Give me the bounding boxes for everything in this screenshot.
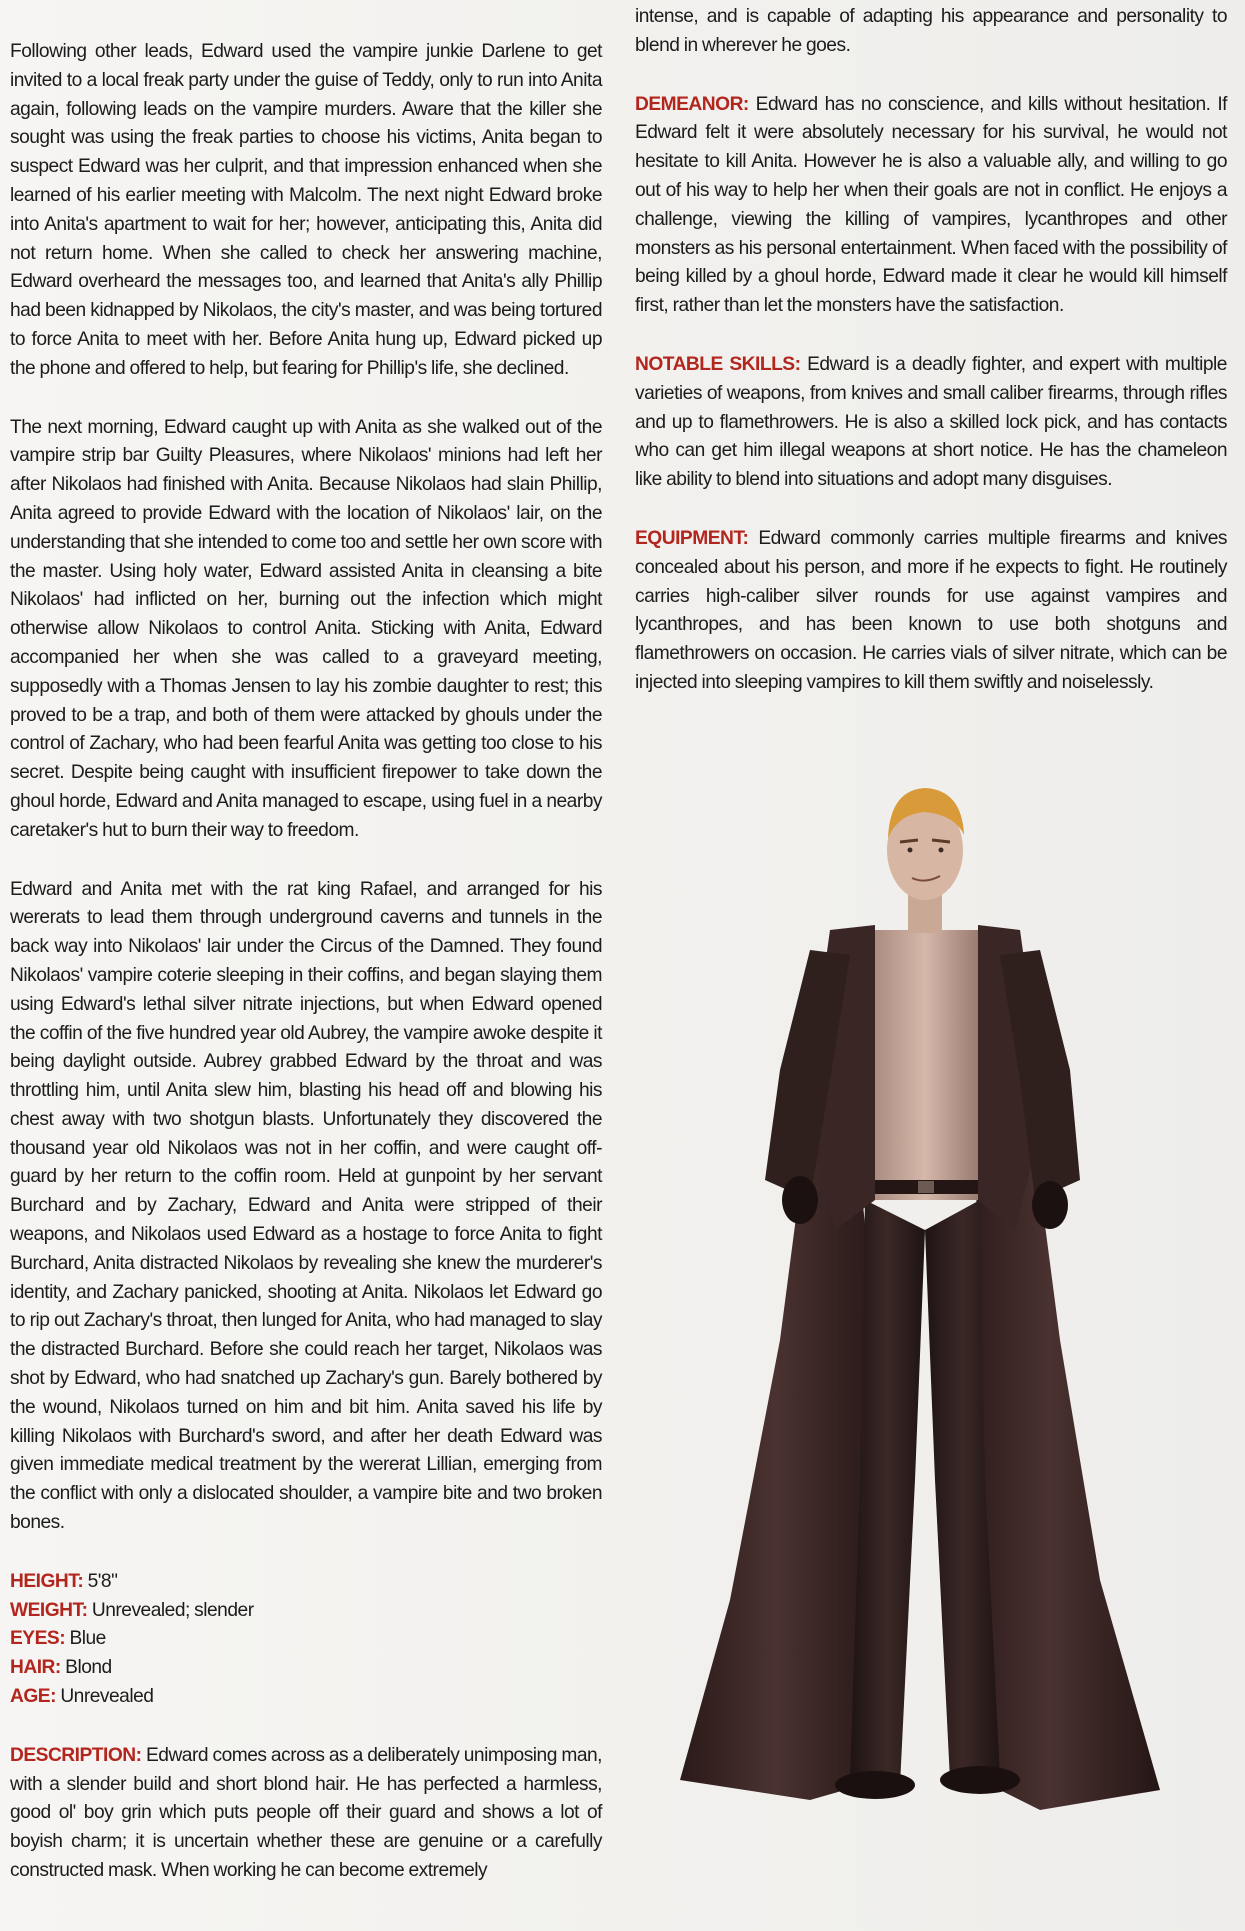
description-label: DESCRIPTION:: [10, 1744, 142, 1766]
left-brow: [900, 840, 918, 842]
right-eye: [939, 848, 944, 853]
belt-buckle: [918, 1181, 934, 1193]
history-paragraph-1: Following other leads, Edward used the vampire junkie Darlene to get invited to a local freak party under the guise of Teddy, only to run into Anita again, following leads on the vampire murders. Aware that the killer she sought was using the freak parties to choose his victims, Anita began to suspect Edward was her culprit, and that impression enhanced when she learned of his earlier meeting with Malcolm. The next night Edward broke into Anita's apartment to wait for her; however, anticipating this, Anita did not return home. When she called to check her answering machine, Edward overheard the messages too, and learned that Anita's ally Phillip had been kidnapped by Nikolaos, the city's master, and was being tortured to force Anita to meet with her. Before Anita hung up, Edward picked up the phone and offered to help, but fearing for Phillip's life, she declined.: [10, 41, 602, 379]
demeanor-paragraph: DEMEANOR: Edward has no conscience, and kills without hesitation. If Edward felt it were absolutely necessary for his survival, he would not hesitate to kill Anita. However he is also a valuable ally, and willing to go out of his way to help her when their goals are not in conflict. He enjoys a challenge, viewing the killing of vampires, lycanthropes and other monsters as his personal entertainment. When faced with the possibility of being killed by a ghoul horde, Edward made it clear he would kill himself first, rather than let the monsters have the satisfaction.: [635, 93, 1227, 317]
character-illustration: [660, 780, 1200, 1840]
stats-block: [10, 1568, 602, 1712]
stat-weight: WEIGHT: Unrevealed; slender: [10, 1599, 254, 1621]
stat-age: AGE: Unrevealed: [10, 1686, 154, 1708]
left-eye: [908, 848, 913, 853]
description-text: Edward comes across as a deliberately unimposing man, with a slender build and short blond hair. He has perfected a harmless, good ol' boy grin which puts people off their guard and shows a lot of boyish charm; it is uncertain whether these are genuine or a carefully constructed mask. When working he can become extremely: [10, 1744, 602, 1882]
left-hand: [782, 1176, 818, 1224]
left-column: [10, 38, 602, 1916]
shirt: [860, 930, 990, 1200]
equipment-paragraph: EQUIPMENT: Edward commonly carries multiple firearms and knives concealed about his person, and more if he expects to fight. He routinely carries high-caliber silver rounds for use against vampires and lycanthropes, and has been known to use both shotguns and flamethrowers on occasion. He carries vials of silver nitrate, which can be injected into sleeping vampires to kill them swiftly and noiselessly.: [635, 527, 1227, 693]
stat-height: HEIGHT: 5'8": [10, 1570, 118, 1592]
stat-eyes: EYES: Blue: [10, 1628, 106, 1650]
stat-hair: HAIR: Blond: [10, 1657, 112, 1679]
right-shoe: [940, 1766, 1020, 1794]
description-paragraph: [10, 1742, 602, 1886]
right-brow: [932, 840, 950, 842]
notable-skills-paragraph: NOTABLE SKILLS: Edward is a deadly fighter, and expert with multiple varieties of weapons, from knives and small caliber firearms, through rifles and up to flamethrowers. He is also a skilled lock pick, and has contacts who can get him illegal weapons at short notice. He has the chameleon like ability to blend into situations and adopt many disguises.: [635, 353, 1227, 491]
right-column: [635, 3, 1227, 728]
right-hand: [1032, 1181, 1068, 1229]
history-paragraph-3: Edward and Anita met with the rat king Rafael, and arranged for his wererats to lead them through underground caverns and tunnels in the back way into Nikolaos' lair under the Circus of the Damned. They found Nikolaos' vampire coterie sleeping in their coffins, and began slaying them using Edward's lethal silver nitrate injections, but when Edward opened the coffin of the five hundred year old Aubrey, the vampire awoke despite it being daylight outside. Aubrey grabbed Edward by the throat and was throttling him, until Anita slew him, blasting his head off and blowing his chest away with two shotgun blasts. Unfortunately they discovered the thousand year old Nikolaos was not in her coffin, and were caught off-guard by her return to the coffin room. Held at gunpoint by her servant Burchard and by Zachary, Edward and Anita were stripped of their weapons, and Nikolaos used Edward as a hostage to force Anita to fight Burchard, Anita distracted Nikolaos by revealing she knew the murderer's identity, and Zachary panicked, shooting at Anita. Nikolaos let Edward go to rip out Zachary's throat, then lunged for Anita, who had managed to slay the distracted Burchard. Before she could reach her target, Nikolaos was shot by Edward, who had snatched up Zachary's gun. Barely bothered by the wound, Nikolaos turned on him and bit him. Anita saved his life by killing Nikolaos with Burchard's sword, and after her death Edward was given immediate medical treatment by the wererat Lillian, emerging from the conflict with only a dislocated shoulder, a vampire bite and two broken bones.: [10, 878, 602, 1534]
history-paragraph-2: The next morning, Edward caught up with Anita as she walked out of the vampire strip bar Guilty Pleasures, where Nikolaos' minions had left her after Nikolaos had finished with Anita. Because Nikolaos had slain Phillip, Anita agreed to provide Edward with the location of Nikolaos' lair, on the understanding that she intended to come too and settle her own score with the master. Using holy water, Edward assisted Anita in cleansing a bite Nikolaos' had inflicted on her, burning out the infection which might otherwise allow Nikolaos to control Anita. Sticking with Anita, Edward accompanied her when she was called to a graveyard meeting, supposedly with a Thomas Jensen to lay his zombie daughter to rest; this proved to be a trap, and both of them were attacked by ghouls under the control of Zachary, who had been fearful Anita was getting too close to his secret. Despite being caught with insufficient firepower to take down the ghoul horde, Edward and Anita managed to escape, using fuel in a nearby caretaker's hut to burn their way to freedom.: [10, 416, 602, 841]
left-shoe: [835, 1771, 915, 1799]
notable-skills-label: NOTABLE SKILLS:: [635, 353, 801, 375]
demeanor-label: DEMEANOR:: [635, 93, 749, 115]
equipment-label: EQUIPMENT:: [635, 527, 749, 549]
description-continuation: intense, and is capable of adapting his appearance and personality to blend in wherever he goes.: [635, 6, 1227, 56]
